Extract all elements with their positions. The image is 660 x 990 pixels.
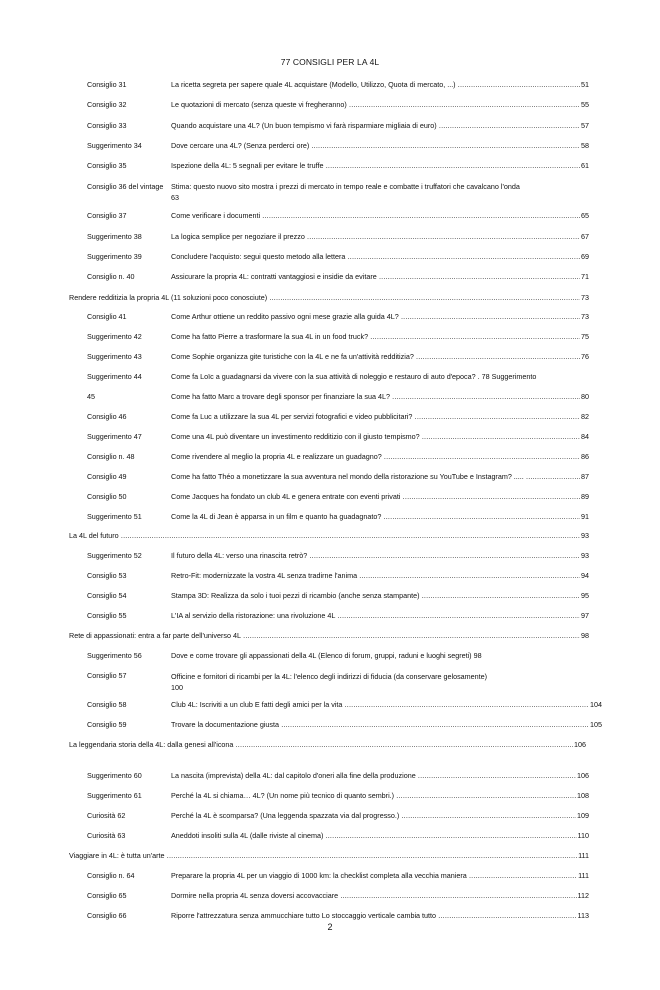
toc-entry-text: Aneddoti insoliti sulla 4L (dalle riviste al cinema)	[171, 831, 324, 840]
toc-entry-label: Consiglio 57	[87, 671, 127, 680]
toc-entry-text: Officine e fornitori di ricambi per la 4L: l'elenco degli indirizzi di fiducia (da conservare gelosamente)	[171, 672, 488, 681]
toc-entry-text: Trovare la documentazione giusta	[171, 720, 280, 729]
toc-entry-text: La logica semplice per negoziare il prezzo	[171, 232, 305, 241]
toc-entry-title	[171, 492, 589, 502]
toc-entry-title	[171, 671, 601, 693]
toc-page-number: 94	[581, 571, 589, 580]
toc-page-number: 75	[581, 332, 589, 341]
toc-section-row	[0, 293, 660, 304]
toc-entry-label: Suggerimento 44	[87, 372, 142, 381]
toc-entry-label: Suggerimento 51	[87, 512, 142, 521]
toc-entry-title	[171, 512, 589, 522]
toc-page-number: 84	[581, 432, 589, 441]
toc-entry-text: Come rivendere al meglio la propria 4L e realizzare un guadagno?	[171, 452, 382, 461]
toc-section-row	[0, 740, 660, 751]
toc-entry-label: Consiglio 36 del vintage	[87, 182, 164, 191]
toc-entry-label: Consiglio n. 48	[87, 452, 135, 461]
toc-entry-title	[171, 312, 589, 322]
toc-section-text: Viaggiare in 4L: è tutta un'arte	[69, 851, 165, 860]
toc-entry-title	[171, 80, 589, 90]
toc-page-number: 98	[581, 631, 589, 640]
toc-entry-label: Consiglio n. 40	[87, 272, 135, 281]
toc-entry-label: Consiglio 35	[87, 161, 127, 170]
toc-entry-label: Consiglio 54	[87, 591, 127, 600]
toc-section-title	[69, 293, 589, 303]
toc-entry-text: Come verificare i documenti	[171, 211, 261, 220]
toc-entry-text: Come ha fatto Pierre a trasformare la sua 4L in un food truck?	[171, 332, 369, 341]
toc-page-number: 93	[581, 551, 589, 560]
toc-entry-title	[171, 911, 589, 921]
toc-entry-title	[171, 252, 589, 262]
toc-entry-text: Il futuro della 4L: verso una rinascita retrò?	[171, 551, 308, 560]
toc-page-number: 97	[581, 611, 589, 620]
toc-entry-title	[171, 871, 589, 881]
toc-entry-title	[171, 700, 601, 710]
toc-entry-text: L'IA al servizio della ristorazione: una rivoluzione 4L	[171, 611, 336, 620]
toc-entry-title	[171, 571, 589, 581]
toc-page-number: 73	[581, 312, 589, 321]
toc-entry-label: Consiglio n. 64	[87, 871, 135, 880]
toc-page-number: 82	[581, 412, 589, 421]
toc-entry-label: Consiglio 31	[87, 80, 127, 89]
toc-page-number: 58	[581, 141, 589, 150]
toc-entry-title	[171, 272, 589, 282]
toc-page-number: 109	[577, 811, 589, 820]
toc-page-number: 73	[581, 293, 589, 302]
toc-page-number: 108	[577, 791, 589, 800]
toc-page-number: 51	[581, 80, 589, 89]
toc-entry-title	[171, 551, 589, 561]
toc-page-number: 113	[577, 911, 589, 920]
toc-section-text: La leggendaria storia della 4L: dalla genesi all'icona	[69, 740, 234, 749]
toc-entry-label: Suggerimento 56	[87, 651, 142, 660]
toc-page-number: 93	[581, 531, 589, 540]
toc-entry-label: Consiglio 46	[87, 412, 127, 421]
toc-page-number: 80	[581, 392, 589, 401]
toc-entry-text: Perché la 4L è scomparsa? (Una leggenda spazzata via dal progresso.)	[171, 811, 400, 820]
toc-entry-text: Come Sophie organizza gite turistiche con la 4L e ne fa un'attività redditizia?	[171, 352, 414, 361]
toc-entry-title	[171, 791, 589, 801]
toc-entry-label: Suggerimento 42	[87, 332, 142, 341]
toc-section-title	[69, 851, 589, 861]
toc-entry-title	[171, 372, 621, 382]
toc-page-number: 67	[581, 232, 589, 241]
toc-entry-text: Preparare la propria 4L per un viaggio di 1000 km: la checklist completa alla vecchia maniera	[171, 871, 467, 880]
toc-section-row	[0, 631, 660, 642]
toc-entry-text: Le quotazioni di mercato (senza queste vi fregheranno)	[171, 100, 347, 109]
toc-entry-title	[171, 472, 589, 482]
toc-entry-label: Suggerimento 43	[87, 352, 142, 361]
toc-entry-label: 45	[87, 392, 95, 401]
toc-page-number: 61	[581, 161, 589, 170]
toc-section-title	[69, 531, 589, 541]
toc-entry-label: Consiglio 33	[87, 121, 127, 130]
toc-section-row	[0, 531, 660, 542]
toc-page-number: 87	[581, 472, 589, 481]
toc-entry-row	[0, 671, 660, 695]
toc-entry-title	[171, 771, 589, 781]
toc-entry-title	[171, 432, 589, 442]
toc-entry-label: Suggerimento 52	[87, 551, 142, 560]
toc-page-number: 106	[577, 771, 589, 780]
toc-entry-label: Curiosità 62	[87, 811, 126, 820]
toc-entry-text: Come una 4L può diventare un investimento redditizio con il giusto tempismo?	[171, 432, 420, 441]
toc-entry-label: Consiglio 50	[87, 492, 127, 501]
toc-entry-title	[171, 100, 589, 110]
toc-entry-text: Come fa Loïc a guadagnarsi da vivere con la sua attività di noleggio e restauro di auto d'epoca? . 78 Suggerimento	[171, 372, 537, 381]
toc-entry-label: Consiglio 65	[87, 891, 127, 900]
toc-entry-text: Quando acquistare una 4L? (Un buon tempismo vi farà risparmiare migliaia di euro)	[171, 121, 437, 130]
toc-entry-text: Club 4L: Iscriviti a un club E fatti degli amici per la vita	[171, 700, 343, 709]
toc-entry-text: Come Jacques ha fondato un club 4L e genera entrate con eventi privati	[171, 492, 401, 501]
toc-entry-title	[171, 211, 589, 221]
toc-entry-title	[171, 611, 589, 621]
page-number: 2	[327, 922, 333, 932]
toc-entry-text: Stima: questo nuovo sito mostra i prezzi di mercato in tempo reale e combatte i truffatori che cavalcano l'onda	[171, 182, 520, 191]
toc-page-number: 76	[581, 352, 589, 361]
toc-page-number: 110	[577, 831, 589, 840]
toc-entry-text: Assicurare la propria 4L: contratti vantaggiosi e insidie da evitare	[171, 272, 377, 281]
toc-entry-label: Consiglio 41	[87, 312, 127, 321]
toc-page-number: 63	[171, 193, 179, 202]
toc-section-text: La 4L del futuro	[69, 531, 119, 540]
toc-entry-title	[171, 412, 589, 422]
toc-entry-text: La ricetta segreta per sapere quale 4L acquistare (Modello, Utilizzo, Quota di mercato, ...)	[171, 80, 456, 89]
toc-section-title	[69, 740, 586, 750]
toc-page-number: 91	[581, 512, 589, 521]
toc-entry-text: Come ha fatto Marc a trovare degli sponsor per finanziare la sua 4L?	[171, 392, 390, 401]
toc-section-text: Rendere redditizia la propria 4L (11 soluzioni poco conosciute)	[69, 293, 268, 302]
toc-entry-title	[171, 332, 589, 342]
toc-entry-text: La nascita (imprevista) della 4L: dal capitolo d'oneri alla fine della produzione	[171, 771, 416, 780]
toc-entry-text: Come la 4L di Jean è apparsa in un film e quanto ha guadagnato?	[171, 512, 382, 521]
toc-page-number: 89	[581, 492, 589, 501]
toc-entry-title	[171, 811, 589, 821]
toc-page-number: 111	[578, 871, 589, 880]
toc-entry-text: Perché la 4L si chiama… 4L? (Un nome più tecnico di quanto sembri.)	[171, 791, 395, 800]
toc-entry-text: Retro-Fit: modernizzate la vostra 4L senza tradirne l'anima	[171, 571, 358, 580]
toc-entry-label: Suggerimento 34	[87, 141, 142, 150]
toc-entry-title	[171, 720, 601, 730]
toc-entry-label: Suggerimento 39	[87, 252, 142, 261]
toc-page-number: 111	[578, 851, 589, 860]
toc-entry-title	[171, 352, 589, 362]
toc-entry-title	[171, 651, 621, 661]
toc-page-number: 57	[581, 121, 589, 130]
toc-page-number: 71	[581, 272, 589, 281]
toc-entry-label: Consiglio 55	[87, 611, 127, 620]
toc-entry-label: Suggerimento 47	[87, 432, 142, 441]
toc-entry-title	[171, 181, 601, 203]
toc-section-row	[0, 851, 660, 862]
toc-entry-title	[171, 831, 589, 841]
toc-section-text: Rete di appassionati: entra a far parte dell'universo 4L	[69, 631, 241, 640]
toc-section-title	[69, 631, 589, 641]
toc-entry-label: Consiglio 37	[87, 211, 127, 220]
toc-entry-label: Consiglio 32	[87, 100, 127, 109]
toc-entry-label: Consiglio 49	[87, 472, 127, 481]
toc-entry-text: Dove e come trovare gli appassionati della 4L (Elenco di forum, gruppi, raduni e luoghi segreti) 98	[171, 651, 482, 660]
toc-entry-text: Come fa Luc a utilizzare la sua 4L per servizi fotografici e video pubblicitari?	[171, 412, 413, 421]
toc-entry-title	[171, 161, 589, 171]
toc-page-number: 106	[574, 740, 586, 749]
toc-entry-text: Dormire nella propria 4L senza doversi accovacciare	[171, 891, 339, 900]
toc-entry-text: Come ha fatto Théo a monetizzare la sua avventura nel mondo della ristorazione su YouTube e Instagram? .....	[171, 472, 524, 481]
toc-page-number: 100	[171, 683, 183, 692]
toc-entry-label: Consiglio 66	[87, 911, 127, 920]
toc-entry-text: Riporre l'attrezzatura senza ammucchiare tutto Lo stoccaggio verticale cambia tutto	[171, 911, 437, 920]
toc-entry-text: Stampa 3D: Realizza da solo i tuoi pezzi di ricambio (anche senza stampante)	[171, 591, 420, 600]
toc-page-number: 105	[590, 720, 602, 729]
toc-page-number: 69	[581, 252, 589, 261]
toc-entry-text: Come Arthur ottiene un reddito passivo ogni mese grazie alla guida 4L?	[171, 312, 399, 321]
toc-entry-title	[171, 392, 589, 402]
toc-entry-label: Suggerimento 38	[87, 232, 142, 241]
document-title: 77 CONSIGLI PER LA 4L	[280, 57, 380, 67]
toc-entry-title	[171, 121, 589, 131]
toc-entry-row	[0, 181, 660, 205]
toc-page-number: 55	[581, 100, 589, 109]
toc-entry-title	[171, 891, 589, 901]
toc-entry-label: Suggerimento 61	[87, 791, 142, 800]
toc-entry-label: Consiglio 53	[87, 571, 127, 580]
toc-entry-title	[171, 591, 589, 601]
toc-entry-text: Concludere l'acquisto: segui questo metodo alla lettera	[171, 252, 346, 261]
toc-entry-label: Curiosità 63	[87, 831, 126, 840]
toc-entry-title	[171, 141, 589, 151]
toc-entry-text: Dove cercare una 4L? (Senza perderci ore)	[171, 141, 310, 150]
toc-page-number: 65	[581, 211, 589, 220]
toc-page-number: 104	[590, 700, 602, 709]
toc-entry-label: Suggerimento 60	[87, 771, 142, 780]
toc-page-number: 95	[581, 591, 589, 600]
toc-entry-label: Consiglio 59	[87, 720, 127, 729]
toc-entry-text: Ispezione della 4L: 5 segnali per evitare le truffe	[171, 161, 324, 170]
toc-entry-title	[171, 452, 589, 462]
toc-page-number: 112	[577, 891, 589, 900]
toc-entry-title	[171, 232, 589, 242]
toc-entry-label: Consiglio 58	[87, 700, 127, 709]
toc-page-number: 86	[581, 452, 589, 461]
